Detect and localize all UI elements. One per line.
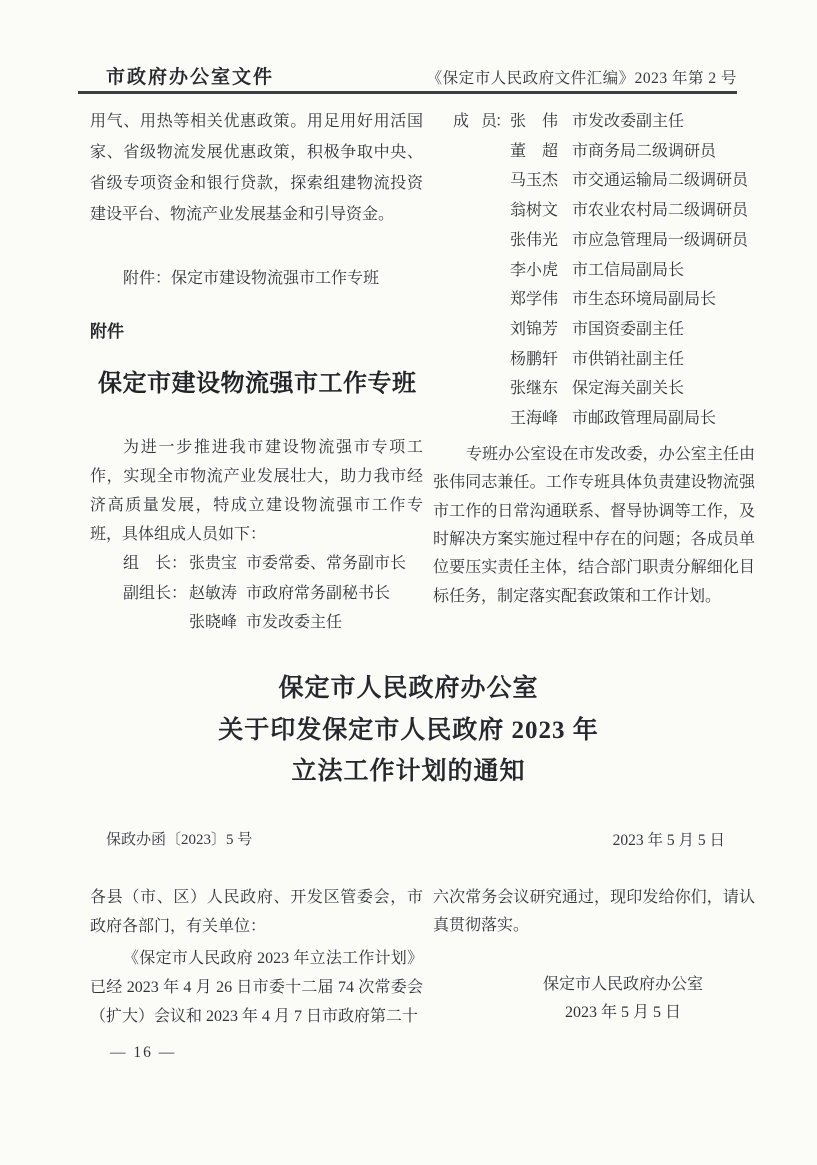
member-row <box>433 345 755 375</box>
member-row <box>433 315 755 345</box>
member-title: 市发改委副主任 <box>572 113 685 130</box>
notice-title-line: 保定市人民政府办公室 <box>278 675 539 702</box>
top-left-column <box>90 106 423 638</box>
member-row <box>433 107 755 137</box>
member-row <box>433 226 755 256</box>
notice-title-line: 立法工作计划的通知 <box>291 758 526 785</box>
member-label-spacer <box>453 345 510 375</box>
signature: 保定市人民政府办公室 <box>542 976 703 993</box>
salutation: 各县（市、区）人民政府、开发区管委会，市政府各部门，有关单位： <box>90 889 423 935</box>
member-row <box>433 256 755 286</box>
signature-block <box>503 971 743 1027</box>
member-title: 市应急管理局一级调研员 <box>572 231 749 249</box>
member-title: 市商务局二级调研员 <box>572 142 717 160</box>
member-label-spacer <box>453 256 510 286</box>
member-name: 马玉杰 <box>510 172 559 190</box>
leader-title: 市发改委主任 <box>246 614 343 631</box>
attachment-label: 附件 <box>90 322 124 341</box>
notice-title <box>0 668 817 793</box>
member-title: 市国资委副主任 <box>572 320 685 338</box>
member-label-spacer <box>453 226 510 256</box>
member-name: 李小虎 <box>510 261 559 279</box>
member-row <box>433 285 755 315</box>
member-name: 张 伟 <box>510 113 559 130</box>
member-title: 市工信局副局长 <box>572 261 685 279</box>
office-paragraph: 专班办公室设在市发改委，办公室主任由张伟同志兼任。工作专班具体负责建设物流强市工作的日常沟通联系、督导协调等工作，及时解决方案实施过程中存在的问题；各成员单位要压实责任主体，结合部门职责分解细化目标任务，制定落实配套政策和工作计划。 <box>433 445 755 605</box>
member-title: 市生态环境局副局长 <box>572 291 717 309</box>
member-name: 王海峰 <box>510 410 559 428</box>
member-label-spacer <box>453 137 510 167</box>
member-row <box>433 166 755 196</box>
header-left-title: 市政府办公室文件 <box>106 67 275 88</box>
continued-paragraph: 用气、用热等相关优惠政策。用足用好用活国家、省级物流发展优惠政策，积极争取中央、省级专项资金和银行贷款，探索组建物流投资建设平台、物流产业发展基金和引导资金。 <box>90 113 423 223</box>
attachment-reference: 附件：保定市建设物流强市工作专班 <box>123 270 380 287</box>
member-name: 董 超 <box>510 142 559 160</box>
member-label-spacer <box>453 315 510 345</box>
leader-row <box>123 608 423 638</box>
notice-body-right: 六次常务会议研究通过，现印发给你们，请认真贯彻落实。 <box>433 889 755 934</box>
member-label-spacer <box>453 196 510 226</box>
member-row <box>433 374 755 404</box>
page-number: — 16 — <box>110 1044 177 1061</box>
members-label: 成 员： <box>453 113 510 130</box>
member-label-spacer <box>453 285 510 315</box>
leader-role: 组 长： <box>123 555 188 572</box>
member-label-spacer <box>453 404 510 434</box>
signature-date: 2023 年 5 月 5 日 <box>564 1004 681 1021</box>
notice-title-line: 关于印发保定市人民政府 2023 年 <box>218 716 599 744</box>
bottom-left-column <box>90 884 423 1032</box>
member-name: 翁树文 <box>510 202 559 220</box>
leader-name: 张晓峰 <box>189 614 238 631</box>
member-row <box>433 404 755 434</box>
leader-name: 张贵宝 <box>189 555 238 572</box>
member-name: 郑学伟 <box>510 291 559 309</box>
bottom-right-column <box>433 884 755 1027</box>
leader-row <box>123 579 423 609</box>
member-label-spacer <box>453 166 510 196</box>
notice-body-left: 《保定市人民政府 2023 年立法工作计划》已经 2023 年 4 月 26 日市委十二届 74 次常委会（扩大）会议和 2023 年 4 月 7 日市政府第二十 <box>90 950 423 1025</box>
leader-row <box>123 549 423 579</box>
doc-number-row <box>78 828 737 850</box>
member-title: 市交通运输局二级调研员 <box>572 172 749 190</box>
member-row <box>433 137 755 167</box>
member-title: 市农业农村局二级调研员 <box>572 202 749 220</box>
member-title: 市供销社副主任 <box>572 350 685 368</box>
member-row <box>433 196 755 226</box>
doc-number: 保政办函〔2023〕5 号 <box>106 832 253 848</box>
header-rule <box>78 91 737 94</box>
member-name: 张继东 <box>510 380 559 398</box>
member-title: 保定海关副关长 <box>572 380 685 398</box>
member-name: 张伟光 <box>510 231 559 249</box>
appendix-title: 保定市建设物流强市工作专班 <box>98 370 417 397</box>
leader-title: 市政府常务副秘书长 <box>246 584 391 602</box>
member-label-spacer <box>453 374 510 404</box>
leader-name: 赵敏涛 <box>189 584 238 602</box>
leader-role <box>123 608 189 638</box>
member-name: 刘锦芳 <box>510 320 559 338</box>
member-title: 市邮政管理局副局长 <box>572 410 717 428</box>
issue-date: 2023 年 5 月 5 日 <box>612 832 725 849</box>
leader-title: 市委常委、常务副市长 <box>246 555 407 572</box>
appendix-intro: 为进一步推进我市建设物流强市专项工作，实现全市物流产业发展壮大，助力我市经济高质量发展，特成立建设物流强市工作专班，具体组成人员如下： <box>90 439 423 543</box>
member-name: 杨鹏轩 <box>510 350 559 368</box>
header-right-title: 《保定市人民政府文件汇编》2023 年第 2 号 <box>426 70 737 87</box>
leader-role: 副组长： <box>123 584 188 602</box>
top-right-column <box>433 107 755 611</box>
